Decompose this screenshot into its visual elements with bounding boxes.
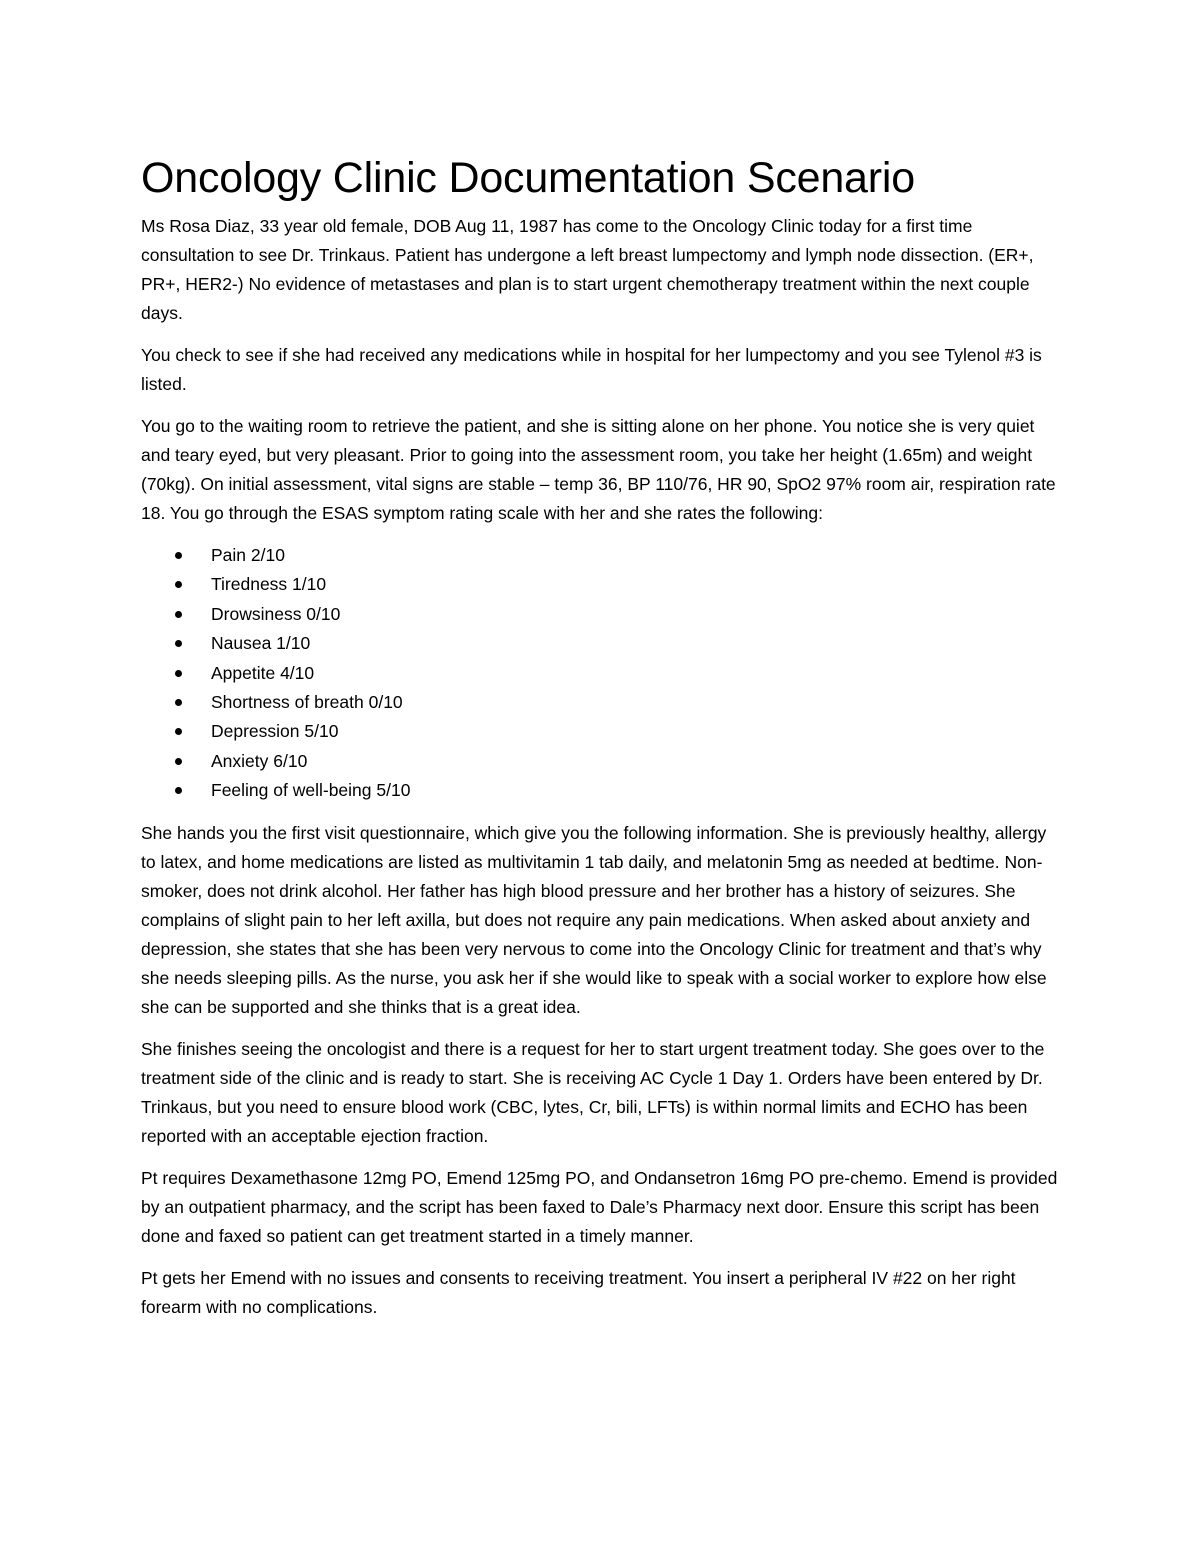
bullet-icon — [175, 611, 182, 618]
bullet-icon — [175, 728, 182, 735]
list-item-text: Anxiety 6/10 — [211, 750, 308, 771]
document-page — [141, 150, 1061, 1335]
paragraph-treatment-request: She finishes seeing the oncologist and there is a request for her to start urgent treatment today. She goes over to the treatment side of the clinic and is ready to start. She is receiving AC Cycle 1 Day 1. Orders have been entered by Dr. Trinkaus, but you need to ensure blood work (CBC, lytes, Cr, bili, LFTs) is within normal limits and ECHO has been reported with an acceptable ejection fraction. — [141, 1038, 1045, 1146]
list-item — [141, 717, 1061, 746]
list-item-text: Nausea 1/10 — [211, 633, 311, 654]
list-item-text: Pain 2/10 — [211, 545, 285, 565]
bullet-icon — [175, 699, 182, 706]
bullet-icon — [175, 640, 182, 647]
bullet-icon — [175, 581, 182, 588]
bullet-icon — [175, 758, 182, 765]
list-item — [141, 688, 1061, 717]
list-item-text: Feeling of well-being 5/10 — [211, 780, 411, 801]
esas-symptom-list — [141, 541, 1061, 806]
paragraph-initial-assessment: You go to the waiting room to retrieve the patient, and she is sitting alone on her phone. You notice she is very quiet and teary eyed, but very pleasant. Prior to going into the assessment room, you take her height (1.65m) and weight (70kg). On initial assessment, vital signs are stable – temp 36, BP 110/76, HR 90, SpO2 97% room air, respiration rate 18. You go through the ESAS symptom rating scale with her and she rates the following: — [141, 416, 1056, 523]
bullet-icon — [175, 670, 182, 677]
bullet-icon — [175, 552, 182, 559]
paragraph-pre-chemo-medications: Pt requires Dexamethasone 12mg PO, Emend 125mg PO, and Ondansetron 16mg PO pre-chemo. Emend is provided by an outpatient pharmacy, and the script has been faxed to Dale’s Pharmacy next door. Ensure this script has been done and faxed so patient can get treatment started in a timely manner. — [141, 1167, 1058, 1246]
list-item-text: Depression 5/10 — [211, 721, 339, 742]
list-item — [141, 629, 1061, 658]
list-item — [141, 570, 1061, 599]
paragraph-hospital-medications: You check to see if she had received any medications while in hospital for her lumpectomy and you see Tylenol #3 is listed. — [141, 345, 1042, 394]
list-item-text: Tiredness 1/10 — [211, 574, 327, 595]
list-item — [141, 747, 1061, 776]
list-item — [141, 541, 1061, 570]
list-item — [141, 659, 1061, 688]
document-title: Oncology Clinic Documentation Scenario — [141, 154, 915, 202]
paragraph-patient-intro: Ms Rosa Diaz, 33 year old female, DOB Aug 11, 1987 has come to the Oncology Clinic today for a first time consultation to see Dr. Trinkaus. Patient has undergone a left breast lumpectomy and lymph node dissection. (ER+, PR+, HER2-) No evidence of metastases and plan is to start urgent chemotherapy treatment within the next couple days. — [141, 216, 1034, 323]
list-item-text: Shortness of breath 0/10 — [211, 692, 403, 713]
paragraph-questionnaire: She hands you the first visit questionnaire, which give you the following information. She is previously healthy, allergy to latex, and home medications are listed as multivitamin 1 tab daily, and melatonin 5mg as needed at bedtime. Non-smoker, does not drink alcohol. Her father has high blood pressure and her brother has a history of seizures. She complains of slight pain to her left axilla, but does not require any pain medications. When asked about anxiety and depression, she states that she has been very nervous to come into the Oncology Clinic for treatment and that’s why she needs sleeping pills. As the nurse, you ask her if she would like to speak with a social worker to explore how else she can be supported and she thinks that is a great idea. — [141, 822, 1047, 1017]
list-item-text: Appetite 4/10 — [211, 662, 315, 683]
bullet-icon — [175, 787, 182, 794]
list-item — [141, 776, 1061, 805]
list-item — [141, 600, 1061, 629]
paragraph-iv-insertion: Pt gets her Emend with no issues and consents to receiving treatment. You insert a peripheral IV #22 on her right forearm with no complications. — [141, 1267, 1016, 1317]
list-item-text: Drowsiness 0/10 — [211, 603, 341, 624]
